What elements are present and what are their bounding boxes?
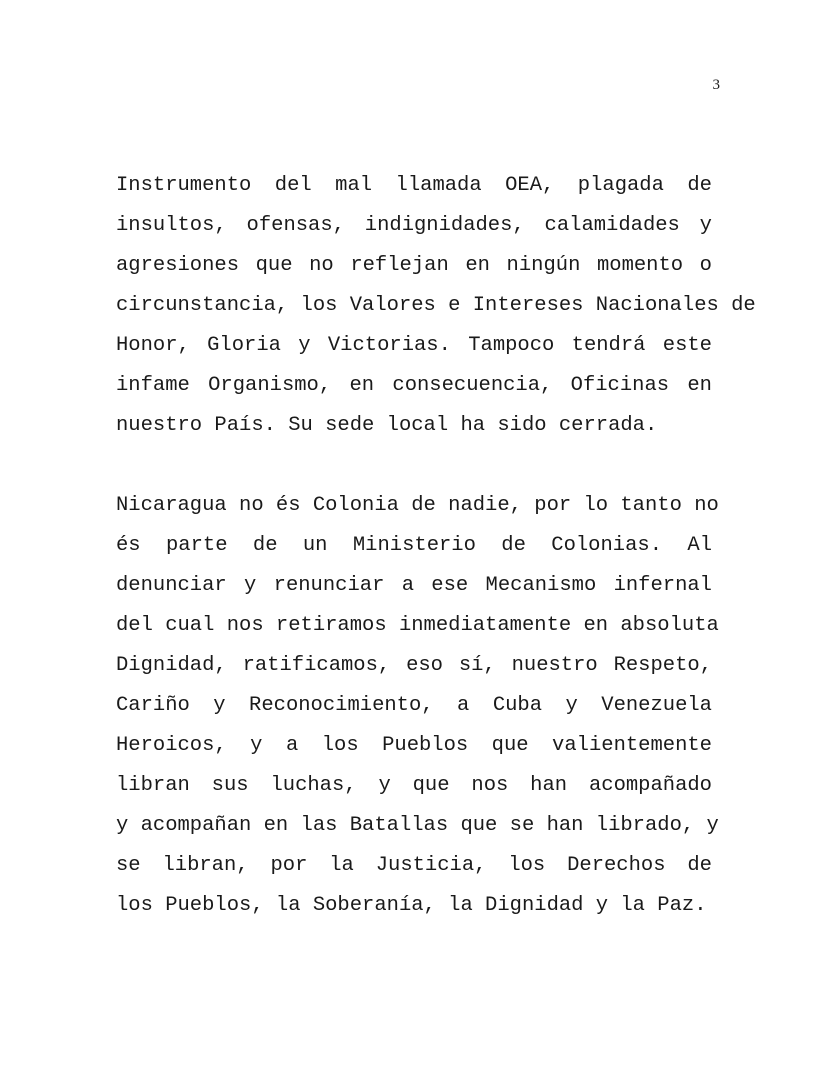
text-line: infame Organismo, en consecuencia, Oficinas en xyxy=(116,374,712,397)
text-line: circunstancia, los Valores e Intereses Nacionales de xyxy=(116,294,756,317)
text-line: del cual nos retiramos inmediatamente en absoluta xyxy=(116,614,719,637)
text-line: denunciar y renunciar a ese Mecanismo infernal xyxy=(116,574,712,597)
page-number: 3 xyxy=(712,77,720,93)
paragraph-1 xyxy=(116,166,756,446)
text-line: Nicaragua no és Colonia de nadie, por lo tanto no xyxy=(116,494,719,517)
paragraph-2 xyxy=(116,486,719,926)
text-line: agresiones que no reflejan en ningún momento o xyxy=(116,254,712,277)
text-line: los Pueblos, la Soberanía, la Dignidad y la Paz. xyxy=(116,894,707,917)
text-line: insultos, ofensas, indignidades, calamidades y xyxy=(116,214,712,237)
text-line: Dignidad, ratificamos, eso sí, nuestro Respeto, xyxy=(116,654,712,677)
text-line: Instrumento del mal llamada OEA, plagada de xyxy=(116,174,712,197)
text-line: libran sus luchas, y que nos han acompañado xyxy=(116,774,712,797)
text-line: nuestro País. Su sede local ha sido cerrada. xyxy=(116,414,658,437)
text-line: Cariño y Reconocimiento, a Cuba y Venezuela xyxy=(116,694,712,717)
text-line: y acompañan en las Batallas que se han librado, y xyxy=(116,814,719,837)
text-line: se libran, por la Justicia, los Derechos de xyxy=(116,854,712,877)
text-line: Honor, Gloria y Victorias. Tampoco tendrá este xyxy=(116,334,712,357)
text-line: Heroicos, y a los Pueblos que valientemente xyxy=(116,734,712,757)
text-line: és parte de un Ministerio de Colonias. Al xyxy=(116,534,712,557)
